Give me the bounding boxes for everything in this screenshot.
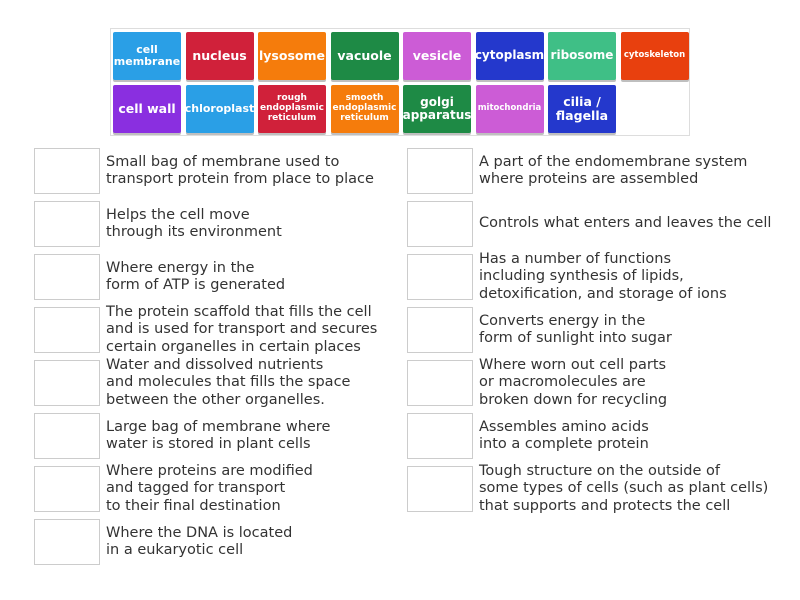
definition-text: Controls what enters and leaves the cell bbox=[479, 215, 772, 232]
drop-zone[interactable] bbox=[34, 466, 100, 512]
definition-text: Where proteins are modified and tagged for transport to their final destination bbox=[106, 462, 313, 514]
draggable-tile[interactable]: ribosome bbox=[548, 32, 616, 80]
drop-zone[interactable] bbox=[407, 148, 473, 194]
draggable-tile[interactable]: cytoskeleton bbox=[621, 32, 689, 80]
drop-zone[interactable] bbox=[407, 254, 473, 300]
draggable-tile[interactable]: cilia / flagella bbox=[548, 85, 616, 133]
draggable-tile[interactable]: lysosome bbox=[258, 32, 326, 80]
draggable-tile[interactable]: nucleus bbox=[186, 32, 254, 80]
draggable-tile[interactable]: rough endoplasmic reticulum bbox=[258, 85, 326, 133]
definition-text: Helps the cell move through its environment bbox=[106, 206, 282, 240]
definition-text: Assembles amino acids into a complete protein bbox=[479, 418, 649, 452]
drop-zone[interactable] bbox=[34, 413, 100, 459]
drop-zone[interactable] bbox=[34, 201, 100, 247]
definition-text: Where the DNA is located in a eukaryotic cell bbox=[106, 524, 293, 558]
draggable-tile[interactable]: mitochondria bbox=[476, 85, 544, 133]
drop-zone[interactable] bbox=[34, 254, 100, 300]
definition-text: The protein scaffold that fills the cell and is used for transport and secures certain organelles in certain places bbox=[106, 303, 378, 355]
drop-zone[interactable] bbox=[407, 466, 473, 512]
drop-zone[interactable] bbox=[407, 307, 473, 353]
definition-text: Converts energy in the form of sunlight into sugar bbox=[479, 312, 672, 346]
definition-text: A part of the endomembrane system where proteins are assembled bbox=[479, 153, 748, 187]
draggable-tile[interactable]: golgi apparatus bbox=[403, 85, 471, 133]
definition-text: Where energy in the form of ATP is generated bbox=[106, 259, 286, 293]
drop-zone[interactable] bbox=[407, 413, 473, 459]
definition-text: Tough structure on the outside of some types of cells (such as plant cells) that supports and protects the cell bbox=[479, 462, 769, 514]
definition-text: Large bag of membrane where water is stored in plant cells bbox=[106, 418, 331, 452]
drop-zone[interactable] bbox=[34, 360, 100, 406]
draggable-tile[interactable]: smooth endoplasmic reticulum bbox=[331, 85, 399, 133]
draggable-tile[interactable]: cell membrane bbox=[113, 32, 181, 80]
drop-zone[interactable] bbox=[34, 519, 100, 565]
draggable-tile[interactable]: cytoplasm bbox=[476, 32, 544, 80]
draggable-tile[interactable]: cell wall bbox=[113, 85, 181, 133]
draggable-tile[interactable]: chloroplast bbox=[186, 85, 254, 133]
draggable-tile[interactable]: vesicle bbox=[403, 32, 471, 80]
drop-zone[interactable] bbox=[34, 307, 100, 353]
draggable-tile[interactable]: vacuole bbox=[331, 32, 399, 80]
definition-text: Small bag of membrane used to transport protein from place to place bbox=[106, 153, 374, 187]
drop-zone[interactable] bbox=[407, 360, 473, 406]
definition-text: Has a number of functions including synthesis of lipids, detoxification, and storage of ions bbox=[479, 250, 727, 302]
drop-zone[interactable] bbox=[34, 148, 100, 194]
definition-text: Where worn out cell parts or macromolecules are broken down for recycling bbox=[479, 356, 668, 408]
drop-zone[interactable] bbox=[407, 201, 473, 247]
definition-text: Water and dissolved nutrients and molecules that fills the space between the other organelles. bbox=[106, 356, 351, 408]
